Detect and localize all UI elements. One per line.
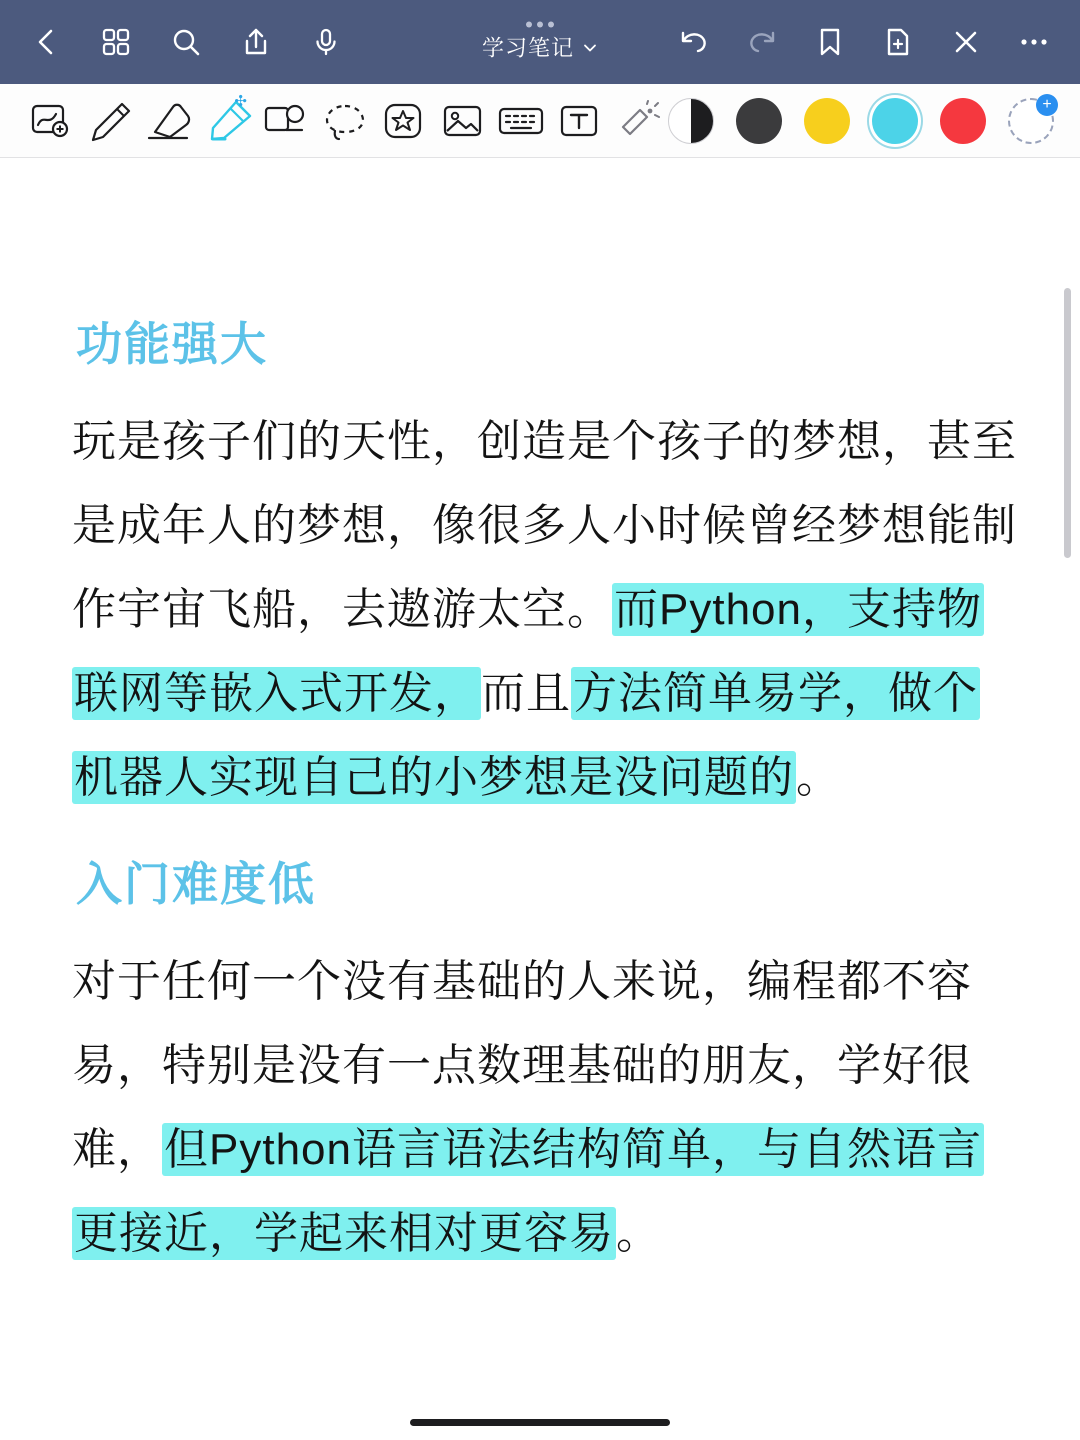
section-paragraph-2 xyxy=(72,940,1020,1276)
highlighter-tool[interactable] xyxy=(198,90,257,152)
document-title-area[interactable] xyxy=(482,22,598,63)
color-swatch-red[interactable] xyxy=(940,98,986,144)
paragraph-part-plain: 。 xyxy=(796,753,841,802)
add-page-icon[interactable] xyxy=(878,22,918,62)
pen-tool[interactable] xyxy=(81,90,140,152)
drawing-toolbar xyxy=(0,84,1080,158)
color-palette xyxy=(668,95,1058,144)
bookmark-icon[interactable] xyxy=(810,22,850,62)
section-heading-2: 入门难度低 xyxy=(76,858,316,910)
paragraph-part-highlighted: 但Python语言语法结构简单，与自然语言更接近，学起来相对更容易 xyxy=(74,1125,982,1258)
shape-tool[interactable] xyxy=(257,90,316,152)
topbar-left-actions xyxy=(26,22,346,62)
note-content xyxy=(0,158,1080,1276)
text-box-tool[interactable] xyxy=(551,90,610,152)
paragraph-part-plain: 而且 xyxy=(481,669,571,718)
undo-icon[interactable] xyxy=(674,22,714,62)
paragraph-part-plain: 对于任何一个没有基础的人来说，编程都不容易，特别是没有一点数理基础的朋友，学好很难， xyxy=(72,957,972,1174)
bluetooth-icon: ✣ xyxy=(234,92,247,110)
image-tool[interactable] xyxy=(433,90,492,152)
add-color-plus-icon: + xyxy=(1036,94,1058,116)
section-heading-1: 功能强大 xyxy=(76,318,268,370)
back-button[interactable] xyxy=(26,22,66,62)
document-title-label: 学习笔记 xyxy=(481,35,575,61)
chevron-down-icon xyxy=(582,39,598,55)
note-canvas[interactable] xyxy=(0,158,1080,1440)
laser-pointer-tool[interactable] xyxy=(609,90,668,152)
paragraph-part-plain: 玩是孩子们的天性，创造是个孩子的梦想，甚至是成年人的梦想，像很多人小时候曾经梦想能制作宇宙飞船，去遨游太空。 xyxy=(72,417,1017,634)
share-icon[interactable] xyxy=(236,22,276,62)
sticker-tool[interactable] xyxy=(374,90,433,152)
top-navigation-bar xyxy=(0,0,1080,84)
color-swatch-duotone[interactable] xyxy=(668,98,714,144)
section-spacer xyxy=(72,826,1020,848)
paragraph-part-highlighted: 而Python，支持物联网等嵌入式开发， xyxy=(74,585,982,718)
microphone-icon[interactable] xyxy=(306,22,346,62)
section-paragraph-1 xyxy=(72,400,1020,820)
close-icon[interactable] xyxy=(946,22,986,62)
document-title[interactable] xyxy=(482,32,598,63)
vertical-scrollbar[interactable] xyxy=(1064,288,1071,558)
lasso-zoom-tool[interactable] xyxy=(22,90,81,152)
grid-view-icon[interactable] xyxy=(96,22,136,62)
eraser-tool[interactable] xyxy=(139,90,198,152)
lasso-select-tool[interactable] xyxy=(316,90,375,152)
topbar-right-actions xyxy=(674,22,1054,62)
home-indicator xyxy=(410,1419,670,1426)
document-status-dots xyxy=(526,22,554,28)
paragraph-part-highlighted: 方法简单易学，做个机器人实现自己的小梦想是没问题的 xyxy=(74,669,978,802)
color-swatch-cyan[interactable] xyxy=(872,98,918,144)
search-icon[interactable] xyxy=(166,22,206,62)
keyboard-tool[interactable] xyxy=(492,90,551,152)
more-options-icon[interactable] xyxy=(1014,22,1054,62)
color-swatch-add[interactable] xyxy=(1008,95,1054,144)
color-swatch-yellow[interactable] xyxy=(804,98,850,144)
color-swatch-black[interactable] xyxy=(736,98,782,144)
redo-icon[interactable] xyxy=(742,22,782,62)
paragraph-part-plain: 。 xyxy=(616,1209,661,1258)
